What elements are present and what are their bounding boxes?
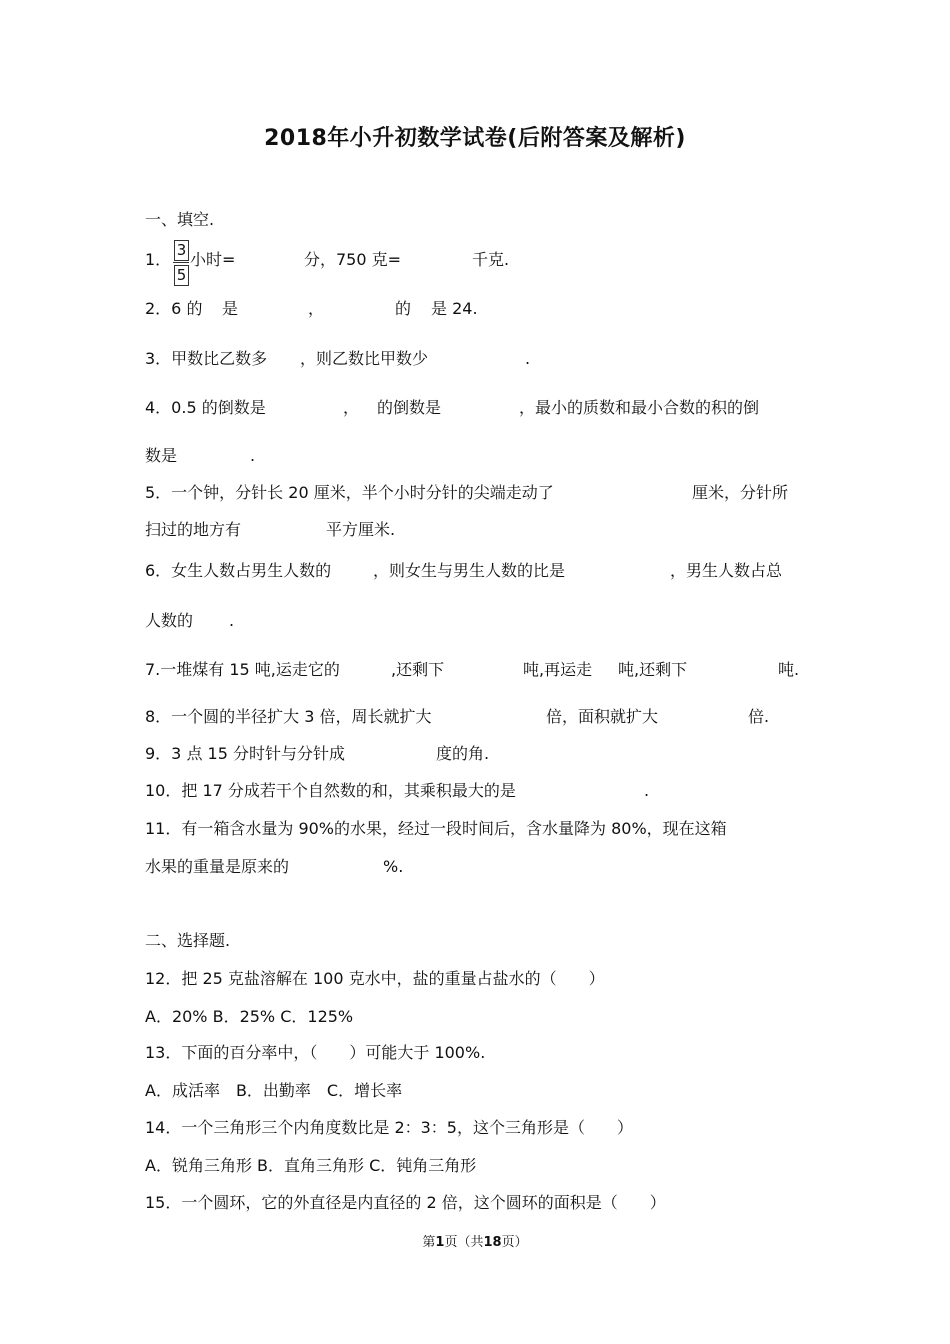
q2-text-d: 的 [395, 299, 412, 318]
question-13-stem: 13．下面的百分率中，（ ）可能大于 100%. [145, 1043, 486, 1062]
question-10 [145, 780, 845, 802]
q8-text-b: 倍，面积就扩大 [546, 707, 659, 726]
q7-text-a: 7.一堆煤有 15 吨,运走它的 [145, 660, 340, 679]
q5-text-b: 厘米，分针所 [692, 483, 789, 502]
question-5-line-1 [145, 482, 845, 504]
q10-text-b: . [644, 781, 650, 800]
q4-text-a: 4．0.5 的倒数是 [145, 398, 266, 417]
q1-fraction-bar [173, 262, 189, 263]
question-14-stem: 14．一个三角形三个内角度数比是 2：3：5，这个三角形是（ ） [145, 1118, 633, 1137]
q3-text-c: . [525, 349, 531, 368]
q2-text-a: 2．6 的 [145, 299, 203, 318]
q11-text-b: 水果的重量是原来的 [145, 857, 290, 876]
q3-text-a: 3．甲数比乙数多 [145, 349, 268, 368]
section-fill-blank-heading: 一、填空. [145, 210, 215, 229]
q7-text-d: 吨,还剩下 [618, 660, 688, 679]
q2-text-e: 是 24. [431, 299, 478, 318]
q1-number: 1． [145, 250, 172, 269]
question-12-options: A．20% B．25% C．125% [145, 1007, 354, 1026]
question-4-line-1 [145, 397, 845, 419]
question-13-options: A．成活率 B．出勤率 C．增长率 [145, 1081, 403, 1100]
question-8 [145, 706, 845, 728]
question-3 [145, 348, 845, 370]
question-2 [145, 298, 845, 320]
q1-text-c: 千克. [472, 250, 510, 269]
question-9 [145, 743, 845, 765]
q6-text-d: 人数的 [145, 611, 194, 630]
question-7 [145, 659, 845, 681]
page-title: 2018年小升初数学试卷(后附答案及解析) [264, 126, 686, 151]
page-footer [0, 1231, 950, 1250]
question-11-line-2 [145, 856, 845, 878]
question-11-line-1 [145, 818, 845, 840]
q1-fraction-denominator: 5 [174, 265, 189, 286]
q5-text-a: 5．一个钟，分针长 20 厘米，半个小时分针的尖端走动了 [145, 483, 554, 502]
q7-text-b: ,还剩下 [391, 660, 445, 679]
q2-text-c: ， [308, 299, 325, 318]
footer-middle: 页（共 [444, 1235, 484, 1250]
q1-fraction [173, 240, 189, 286]
q6-text-b: ，则女生与男生人数的比是 [373, 561, 566, 580]
q4-text-f: . [250, 446, 256, 465]
q1-text-b: 分，750 克= [304, 250, 402, 269]
q4-text-b: ， [343, 398, 360, 417]
section-multiple-choice-heading: 二、选择题. [145, 931, 231, 950]
q9-text-b: 度的角. [436, 744, 490, 763]
question-1 [145, 249, 845, 271]
q6-text-a: 6．女生人数占男生人数的 [145, 561, 332, 580]
q4-text-d: ，最小的质数和最小合数的积的倒 [519, 398, 760, 417]
q11-text-a: 11．有一箱含水量为 90%的水果，经过一段时间后，含水量降为 80%，现在这箱 [145, 819, 727, 838]
question-14-options: A．锐角三角形 B．直角三角形 C．钝角三角形 [145, 1156, 477, 1175]
q5-text-d: 平方厘米. [326, 520, 396, 539]
q5-text-c: 扫过的地方有 [145, 520, 242, 539]
question-6-line-2 [145, 610, 845, 632]
q3-text-b: ，则乙数比甲数少 [300, 349, 429, 368]
footer-prefix: 第 [422, 1235, 436, 1250]
q1-text-a: 小时= [190, 250, 236, 269]
q1-fraction-numerator: 3 [174, 240, 189, 261]
footer-suffix: 页） [501, 1235, 528, 1250]
q4-text-e: 数是 [145, 446, 178, 465]
q2-text-b: 是 [222, 299, 239, 318]
q4-text-c: 的倒数是 [377, 398, 442, 417]
q11-text-c: %. [383, 857, 404, 876]
footer-page-number: 1 [435, 1235, 445, 1250]
footer-total-pages: 18 [483, 1235, 502, 1250]
q6-text-e: . [229, 611, 235, 630]
q7-text-e: 吨. [778, 660, 800, 679]
question-4-line-2 [145, 445, 845, 467]
q10-text-a: 10．把 17 分成若干个自然数的和，其乘积最大的是 [145, 781, 516, 800]
q7-text-c: 吨,再运走 [523, 660, 593, 679]
q8-text-c: 倍. [748, 707, 770, 726]
q8-text-a: 8．一个圆的半径扩大 3 倍，周长就扩大 [145, 707, 432, 726]
q9-text-a: 9．3 点 15 分时针与分针成 [145, 744, 345, 763]
question-15-stem: 15．一个圆环，它的外直径是内直径的 2 倍，这个圆环的面积是（ ） [145, 1193, 666, 1212]
q6-text-c: ，男生人数占总 [670, 561, 783, 580]
question-12-stem: 12．把 25 克盐溶解在 100 克水中，盐的重量占盐水的（ ） [145, 969, 605, 988]
question-6-line-1 [145, 560, 845, 582]
question-5-line-2 [145, 519, 845, 541]
